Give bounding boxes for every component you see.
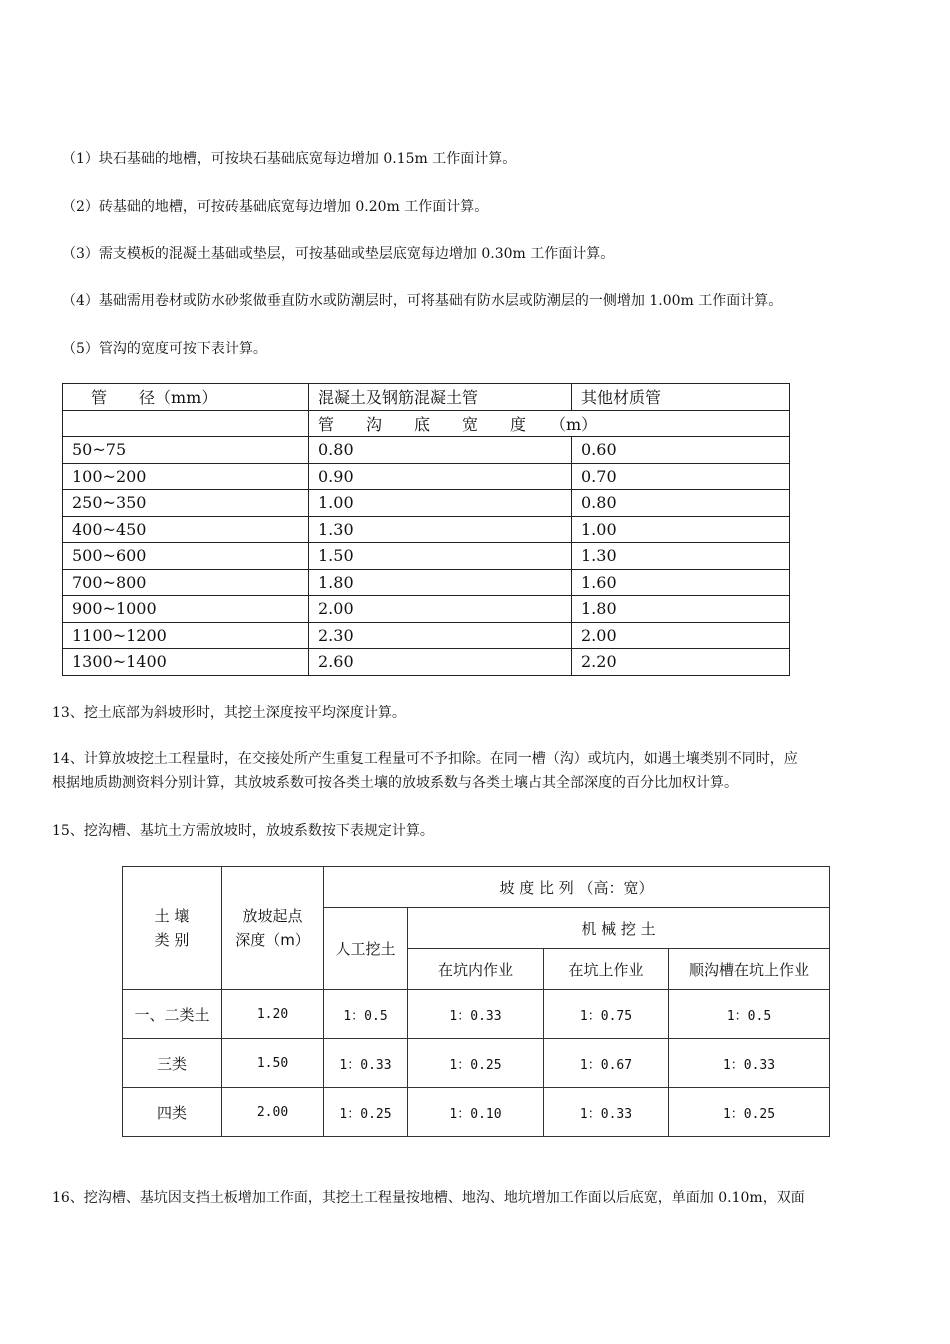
paragraph-item-15: 15、挖沟槽、基坑土方需放坡时，放坡系数按下表规定计算。 <box>52 823 434 839</box>
cell-along: 1：0.33 <box>669 1039 830 1088</box>
header-slope-ratio: 坡 度 比 列 （高：宽） <box>324 867 830 908</box>
cell-concrete: 1.30 <box>309 516 572 543</box>
header-manual-dig: 人工挖土 <box>324 908 408 990</box>
cell-diameter: 50~75 <box>63 437 309 464</box>
cell-other: 2.00 <box>572 622 790 649</box>
table-row <box>123 1088 830 1137</box>
cell-concrete: 2.60 <box>309 649 572 676</box>
cell-diameter: 500~600 <box>63 543 309 570</box>
table-subheader-row <box>63 410 790 437</box>
cell-other: 0.70 <box>572 463 790 490</box>
paragraph-item-3: （3）需支模板的混凝土基础或垫层，可按基础或垫层底宽每边增加 0.30m 工作面计算。 <box>62 246 615 262</box>
cell-other: 1.80 <box>572 596 790 623</box>
cell-concrete: 2.30 <box>309 622 572 649</box>
cell-other: 0.80 <box>572 490 790 517</box>
header-in-pit: 在坑内作业 <box>408 949 544 990</box>
cell-on-pit: 1：0.67 <box>544 1039 669 1088</box>
cell-manual: 1：0.25 <box>324 1088 408 1137</box>
table-row <box>63 622 790 649</box>
cell-concrete: 0.80 <box>309 437 572 464</box>
header-other-pipe: 其他材质管 <box>572 384 790 411</box>
cell-other: 0.60 <box>572 437 790 464</box>
header-concrete-pipe: 混凝土及钢筋混凝土管 <box>309 384 572 411</box>
cell-other: 1.00 <box>572 516 790 543</box>
cell-in-pit: 1：0.33 <box>408 990 544 1039</box>
paragraph-item-14-line2: 根据地质勘测资料分别计算，其放坡系数可按各类土壤的放坡系数与各类土壤占其全部深度的百分比加权计算。 <box>52 775 738 791</box>
cell-soil: 四类 <box>123 1088 222 1137</box>
table-row <box>63 490 790 517</box>
cell-concrete: 1.50 <box>309 543 572 570</box>
cell-other: 1.30 <box>572 543 790 570</box>
cell-diameter: 400~450 <box>63 516 309 543</box>
table-row <box>63 516 790 543</box>
paragraph-item-5: （5）管沟的宽度可按下表计算。 <box>62 341 267 357</box>
header-machine-dig: 机 械 挖 土 <box>408 908 830 949</box>
cell-concrete: 1.00 <box>309 490 572 517</box>
table-row <box>63 649 790 676</box>
header-soil-type: 土 壤 类 别 <box>123 867 222 990</box>
cell-diameter: 1100~1200 <box>63 622 309 649</box>
cell-soil: 三类 <box>123 1039 222 1088</box>
table-row <box>63 569 790 596</box>
cell-depth: 1.20 <box>222 990 324 1039</box>
header-along-trench: 顺沟槽在坑上作业 <box>669 949 830 990</box>
table-row <box>63 596 790 623</box>
slope-coefficient-table <box>122 866 830 1137</box>
cell-on-pit: 1：0.33 <box>544 1088 669 1137</box>
paragraph-item-14-line1: 14、计算放坡挖土工程量时，在交接处所产生重复工程量可不予扣除。在同一槽（沟）或坑内，如遇土壤类别不同时，应 <box>52 751 798 767</box>
cell-depth: 1.50 <box>222 1039 324 1088</box>
cell-diameter: 250~350 <box>63 490 309 517</box>
header-on-pit: 在坑上作业 <box>544 949 669 990</box>
paragraph-item-2: （2）砖基础的地槽，可按砖基础底宽每边增加 0.20m 工作面计算。 <box>62 199 489 215</box>
header-pipe-diameter: 管 径（mm） <box>63 384 309 411</box>
subheader-empty <box>63 410 309 437</box>
table-row <box>123 1039 830 1088</box>
cell-soil: 一、二类土 <box>123 990 222 1039</box>
table-row <box>63 463 790 490</box>
cell-along: 1：0.5 <box>669 990 830 1039</box>
cell-on-pit: 1：0.75 <box>544 990 669 1039</box>
cell-diameter: 900~1000 <box>63 596 309 623</box>
subheader-trench-width: 管 沟 底 宽 度 （m） <box>309 410 790 437</box>
table-header-row <box>63 384 790 411</box>
header-start-depth: 放坡起点 深度（m） <box>222 867 324 990</box>
cell-other: 1.60 <box>572 569 790 596</box>
cell-diameter: 100~200 <box>63 463 309 490</box>
table-row <box>123 990 830 1039</box>
table-row <box>63 543 790 570</box>
cell-manual: 1：0.5 <box>324 990 408 1039</box>
cell-along: 1：0.25 <box>669 1088 830 1137</box>
table-header-row <box>123 867 830 908</box>
cell-depth: 2.00 <box>222 1088 324 1137</box>
cell-other: 2.20 <box>572 649 790 676</box>
table-row <box>63 437 790 464</box>
cell-diameter: 700~800 <box>63 569 309 596</box>
pipe-width-table <box>62 383 790 676</box>
cell-in-pit: 1：0.25 <box>408 1039 544 1088</box>
cell-in-pit: 1：0.10 <box>408 1088 544 1137</box>
cell-concrete: 1.80 <box>309 569 572 596</box>
paragraph-item-4: （4）基础需用卷材或防水砂浆做垂直防水或防潮层时，可将基础有防水层或防潮层的一侧增加 1.00m 工作面计算。 <box>62 293 783 309</box>
paragraph-item-13: 13、挖土底部为斜坡形时，其挖土深度按平均深度计算。 <box>52 705 406 721</box>
cell-diameter: 1300~1400 <box>63 649 309 676</box>
paragraph-item-1: （1）块石基础的地槽，可按块石基础底宽每边增加 0.15m 工作面计算。 <box>62 151 517 167</box>
cell-manual: 1：0.33 <box>324 1039 408 1088</box>
cell-concrete: 0.90 <box>309 463 572 490</box>
cell-concrete: 2.00 <box>309 596 572 623</box>
paragraph-item-16: 16、挖沟槽、基坑因支挡土板增加工作面，其挖土工程量按地槽、地沟、地坑增加工作面以后底宽，单面加 0.10m，双面 <box>52 1190 805 1206</box>
